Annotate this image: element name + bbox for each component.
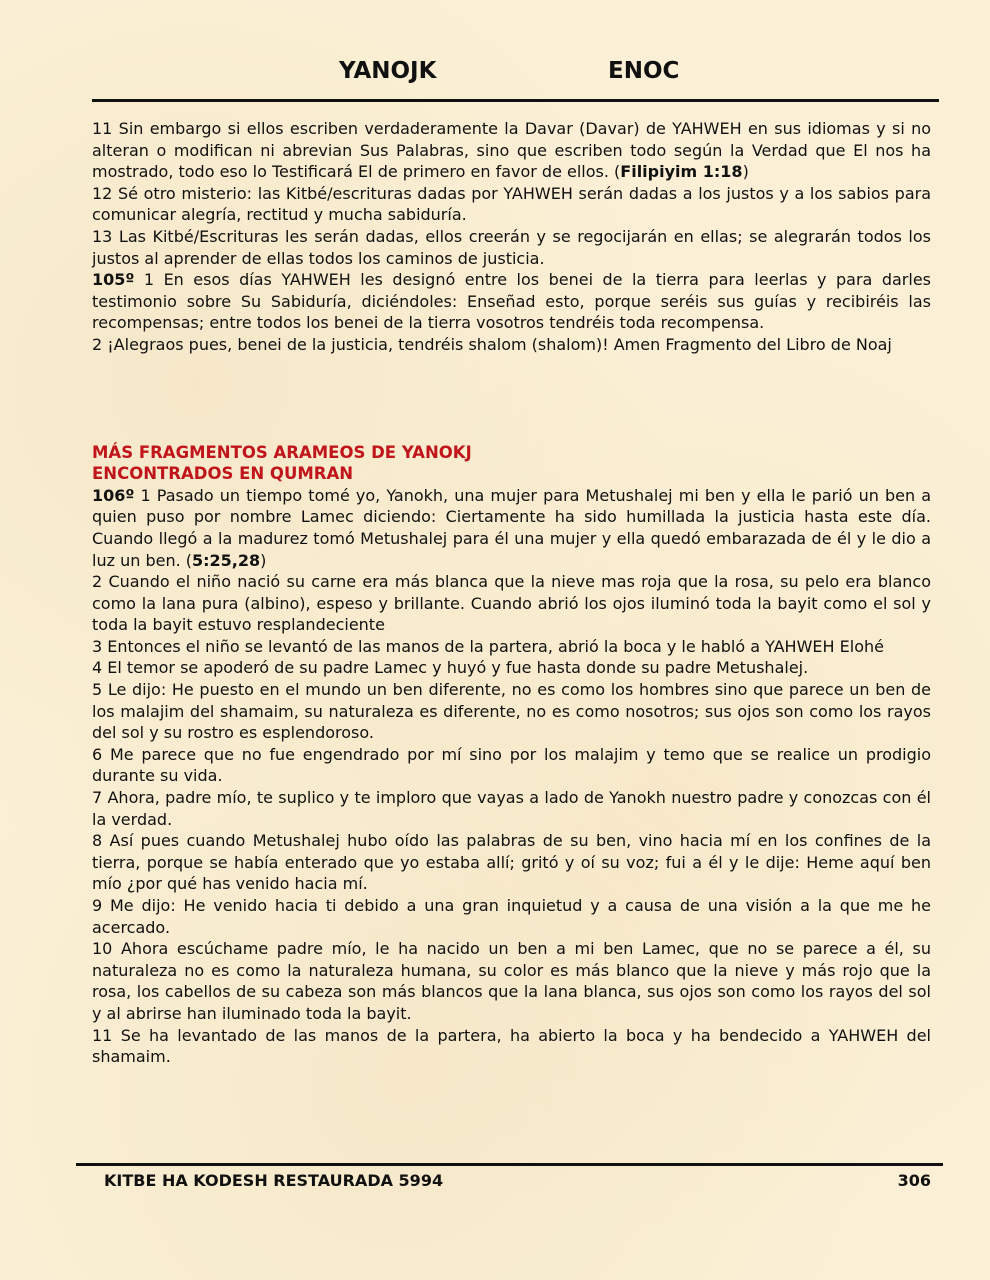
verse-text: 2 ¡Alegraos pues, benei de la justicia, tendréis shalom (shalom)! Amen Fragmento del Libro de Noaj	[92, 334, 892, 354]
verse-paragraph	[92, 226, 931, 269]
verse-text: 4 El temor se apoderó de su padre Lamec y huyó y fue hasta donde su padre Metushalej.	[92, 658, 809, 678]
verse-paragraph	[92, 1025, 931, 1068]
verse-paragraph	[92, 571, 931, 636]
verses-bottom	[92, 485, 931, 1068]
verse-paragraph	[92, 118, 931, 183]
verse-text: 3 Entonces el niño se levantó de las manos de la partera, abrió la boca y le habló a YAHWEH Elohé	[92, 636, 884, 656]
page-footer	[104, 1171, 931, 1195]
footer-book-title: KITBE HA KODESH RESTAURADA 5994	[104, 1171, 444, 1190]
verse-paragraph	[92, 636, 931, 658]
chapter-number: 106º	[92, 485, 135, 505]
verse-text: 11 Se ha levantado de las manos de la partera, ha abierto la boca y ha bendecido a YAHWEH del shamaim.	[92, 1025, 931, 1067]
verse-paragraph	[92, 895, 931, 938]
scripture-reference: Filipiyim 1:18	[620, 162, 743, 182]
verse-text: 1 En esos días YAHWEH les designó entre los benei de la tierra para leerlas y para darles testimonio sobre Su Sabiduría, diciéndoles: Enseñad esto, porque seréis sus guías y recibiréis las recompensas; entre todos los benei de la tierra vosotros tendréis toda recompensa.	[92, 270, 931, 333]
verse-paragraph	[92, 830, 931, 895]
page-body	[92, 118, 931, 1068]
verse-text: 7 Ahora, padre mío, te suplico y te imploro que vayas a lado de Yanokh nuestro padre y conozcas con él la verdad.	[92, 788, 931, 829]
verse-paragraph	[92, 334, 931, 356]
section-title-line2: ENCONTRADOS EN QUMRAN	[92, 464, 354, 484]
chapter-number: 105º	[92, 270, 135, 290]
verses-top	[92, 118, 931, 356]
reference-close: )	[742, 162, 749, 182]
verse-text: 8 Así pues cuando Metushalej hubo oído las palabras de su ben, vino hacia mí en los confines de la tierra, porque se había enterado que yo estaba allí; gritó y oí su voz; fui a él y le dije: Heme aquí ben mío ¿por qué has venido hacia mí.	[92, 831, 931, 894]
header-title-left: YANOJK	[339, 58, 437, 84]
verse-paragraph	[92, 938, 931, 1024]
verse-text: 2 Cuando el niño nació su carne era más blanca que la nieve mas roja que la rosa, su pelo era blanco como la lana pura (albino), espeso y brillante. Cuando abrió los ojos iluminó toda la bayit como el sol y toda la bayit estuvo resplandeciente	[92, 572, 931, 635]
header-rule	[92, 99, 939, 102]
page-header	[92, 58, 938, 90]
verse-text: 11 Sin embargo si ellos escriben verdaderamente la Davar (Davar) de YAHWEH en sus idiomas y si no alteran o modifican ni abrevian Sus Palabras, sino que escriben todo según la Verdad que El nos ha mostrado, todo eso lo Testificará El de primero en favor de ellos. (	[92, 119, 931, 182]
verse-text: 12 Sé otro misterio: las Kitbé/escrituras dadas por YAHWEH serán dadas a los justos y a los sabios para comunicar alegría, rectitud y mucha sabiduría.	[92, 183, 931, 225]
verse-paragraph	[92, 787, 931, 830]
verse-text: 1 Pasado un tiempo tomé yo, Yanokh, una mujer para Metushalej mi ben y ella le parió un ben a quien puso por nombre Lamec diciendo: Ciertamente ha sido humillada la justicia hasta este día. Cuando llegó a la madurez tomó Metushalej para él una mujer y ella quedó embarazada de él y le dio a luz un ben. (	[92, 485, 931, 570]
section-spacer	[92, 356, 931, 442]
page-number: 306	[897, 1171, 931, 1190]
verse-text: 5 Le dijo: He puesto en el mundo un ben diferente, no es como los hombres sino que parece un ben de los malajim del shamaim, su naturaleza es diferente, no es como nosotros; sus ojos son como los rayos del sol y su rostro es esplendoroso.	[92, 680, 931, 743]
header-title-right: ENOC	[608, 58, 680, 84]
verse-text: 10 Ahora escúchame padre mío, le ha nacido un ben a mi ben Lamec, que no se parece a él, su naturaleza no es como la naturaleza humana, su color es más blanco que la nieve y más rojo que la rosa, los cabellos de su cabeza son más blancos que la lana blanca, sus ojos son como los rayos del sol y al abrirse han iluminado toda la bayit.	[92, 939, 931, 1023]
verse-paragraph	[92, 183, 931, 226]
verse-paragraph	[92, 657, 931, 679]
section-title-line1: MÁS FRAGMENTOS ARAMEOS DE YANOKJ	[92, 442, 472, 462]
verse-text: 6 Me parece que no fue engendrado por mí sino por los malajim y temo que se realice un prodigio durante su vida.	[92, 744, 931, 786]
reference-close: )	[260, 550, 267, 570]
scripture-reference: 5:25,28	[192, 550, 261, 570]
verse-paragraph	[92, 744, 931, 787]
verse-paragraph	[92, 485, 931, 571]
verse-text: 9 Me dijo: He venido hacia ti debido a una gran inquietud y a causa de una visión a la que me he acercado.	[92, 896, 931, 937]
verse-text: 13 Las Kitbé/Escrituras les serán dadas, ellos creerán y se regocijarán en ellas; se alegrarán todos los justos al aprender de ellas todos los caminos de justicia.	[92, 226, 931, 268]
verse-paragraph	[92, 679, 931, 744]
footer-rule	[76, 1163, 943, 1166]
section-title	[92, 442, 931, 485]
verse-paragraph	[92, 269, 931, 334]
